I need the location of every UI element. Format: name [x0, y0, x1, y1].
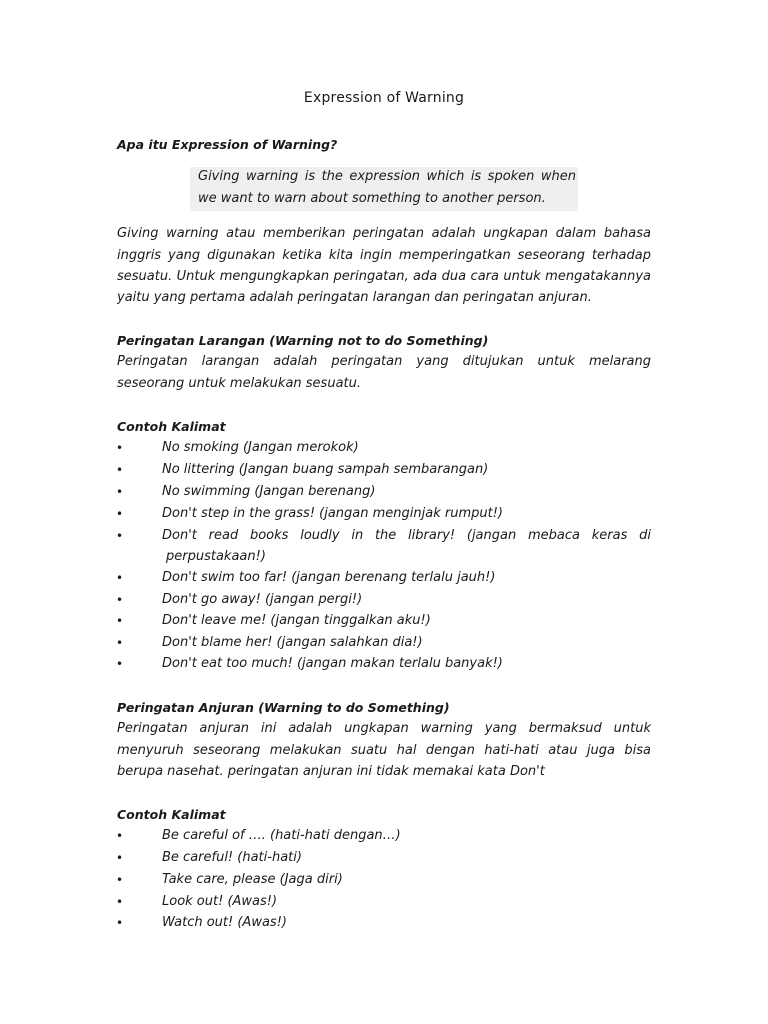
section-heading-anjuran: Peringatan Anjuran (Warning to do Something) — [117, 700, 450, 715]
list-item: Don't eat too much! (jangan makan terlalu banyak!) — [162, 656, 503, 671]
bullet-icon: • — [116, 614, 124, 628]
bullet-icon: • — [116, 441, 124, 455]
bullet-icon: • — [116, 485, 124, 499]
list-item: Watch out! (Awas!) — [162, 915, 287, 930]
section-heading-definition: Apa itu Expression of Warning? — [117, 137, 338, 152]
bullet-icon: • — [116, 916, 124, 930]
list-item: No littering (Jangan buang sampah sembarangan) — [162, 462, 489, 477]
paragraph-line: menyuruh seseorang melakukan suatu hal dengan hati-hati atau juga bisa — [117, 743, 651, 758]
list-item: Take care, please (Jaga diri) — [162, 872, 343, 887]
paragraph-line: Peringatan anjuran ini adalah ungkapan warning yang bermaksud untuk — [117, 721, 651, 736]
list-item: Don't step in the grass! (jangan menginjak rumput!) — [162, 506, 504, 521]
list-item: Don't blame her! (jangan salahkan dia!) — [162, 635, 423, 650]
bullet-icon: • — [116, 829, 124, 843]
bullet-icon: • — [116, 593, 124, 607]
list-item: Don't swim too far! (jangan berenang terlalu jauh!) — [162, 570, 496, 585]
paragraph-line: berupa nasehat. peringatan anjuran ini tidak memakai kata Don't — [117, 764, 545, 779]
list-item-continuation: perpustakaan!) — [166, 549, 266, 564]
paragraph-line: Peringatan larangan adalah peringatan yang ditujukan untuk melarang — [117, 354, 651, 369]
bullet-icon: • — [116, 571, 124, 585]
bullet-icon: • — [116, 873, 124, 887]
bullet-icon: • — [116, 657, 124, 671]
paragraph-line: inggris yang digunakan ketika kita ingin memperingatkan seseorang terhadap — [117, 248, 651, 263]
list-item: No swimming (Jangan berenang) — [162, 484, 376, 499]
list-item: Don't read books loudly in the library! (jangan mebaca keras di — [162, 528, 651, 543]
section-heading-larangan: Peringatan Larangan (Warning not to do Something) — [117, 333, 489, 348]
quote-line: we want to warn about something to another person. — [198, 191, 546, 206]
bullet-icon: • — [116, 851, 124, 865]
list-item: No smoking (Jangan merokok) — [162, 440, 359, 455]
bullet-icon: • — [116, 529, 124, 543]
list-item: Don't leave me! (jangan tinggalkan aku!) — [162, 613, 431, 628]
examples-heading: Contoh Kalimat — [117, 807, 226, 822]
list-item: Be careful! (hati-hati) — [162, 850, 302, 865]
bullet-icon: • — [116, 895, 124, 909]
quote-line: Giving warning is the expression which is spoken when — [198, 169, 576, 184]
paragraph-line: yaitu yang pertama adalah peringatan larangan dan peringatan anjuran. — [117, 290, 592, 305]
examples-heading: Contoh Kalimat — [117, 419, 226, 434]
list-item: Don't go away! (jangan pergi!) — [162, 592, 363, 607]
bullet-icon: • — [116, 463, 124, 477]
page-title: Expression of Warning — [303, 90, 465, 106]
bullet-icon: • — [116, 507, 124, 521]
bullet-icon: • — [116, 636, 124, 650]
paragraph-line: seseorang untuk melakukan sesuatu. — [117, 376, 361, 391]
paragraph-line: Giving warning atau memberikan peringatan adalah ungkapan dalam bahasa — [117, 226, 651, 241]
list-item: Look out! (Awas!) — [162, 894, 278, 909]
paragraph-line: sesuatu. Untuk mengungkapkan peringatan, ada dua cara untuk mengatakannya — [117, 269, 651, 284]
list-item: Be careful of …. (hati-hati dengan…) — [162, 828, 401, 843]
